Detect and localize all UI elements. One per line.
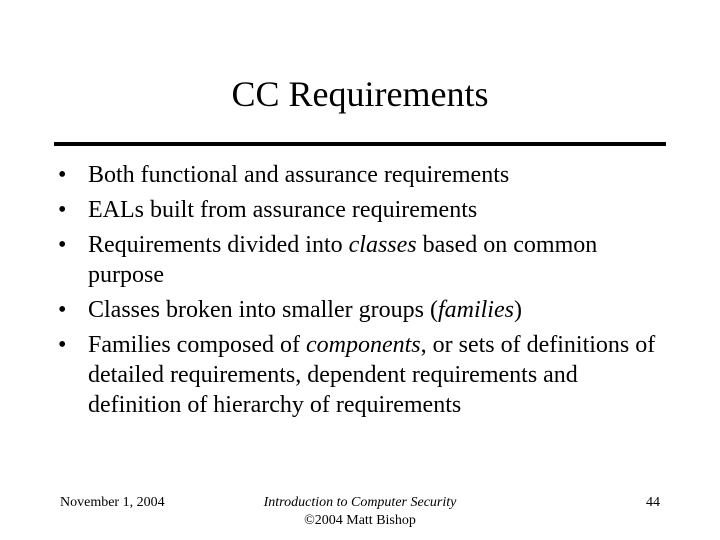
- bullet-item: [56, 160, 656, 190]
- footer-page-number: 44: [646, 495, 660, 510]
- bullet-list: [56, 160, 656, 425]
- footer-date: November 1, 2004: [60, 495, 165, 510]
- bullet-text: Classes broken into smaller groups (: [88, 297, 438, 323]
- bullet-text: based on common purpose: [88, 232, 598, 288]
- bullet-mark: •: [58, 332, 67, 358]
- bullet-mark: •: [58, 232, 67, 258]
- bullet-mark: •: [58, 297, 67, 323]
- bullet-emphasis-text: classes: [348, 232, 417, 258]
- bullet-emphasis-text: families: [437, 297, 514, 323]
- bullet-text: ): [513, 297, 522, 323]
- bullet-text: Both functional and assurance requirements: [88, 162, 510, 188]
- footer-copyright: ©2004 Matt Bishop: [304, 513, 416, 528]
- bullet-item: [56, 195, 656, 225]
- bullet-emphasis-text: components: [305, 332, 421, 358]
- footer-course-title: Introduction to Computer Security: [263, 495, 457, 510]
- bullet-item: [56, 330, 656, 420]
- title-divider: [54, 142, 666, 146]
- bullet-mark: •: [58, 197, 67, 223]
- slide-title: CC Requirements: [231, 74, 489, 114]
- bullet-mark: •: [58, 162, 67, 188]
- bullet-text: Families composed of: [88, 332, 306, 358]
- bullet-item: [56, 295, 656, 325]
- bullet-text: Requirements divided into: [88, 232, 349, 258]
- bullet-text: EALs built from assurance requirements: [88, 197, 478, 223]
- bullet-text: , or sets of definitions of detailed requirements, dependent requirements and definition of hierarchy of requirements: [88, 332, 656, 418]
- footer-course-info: [210, 494, 510, 530]
- bullet-item: [56, 230, 656, 290]
